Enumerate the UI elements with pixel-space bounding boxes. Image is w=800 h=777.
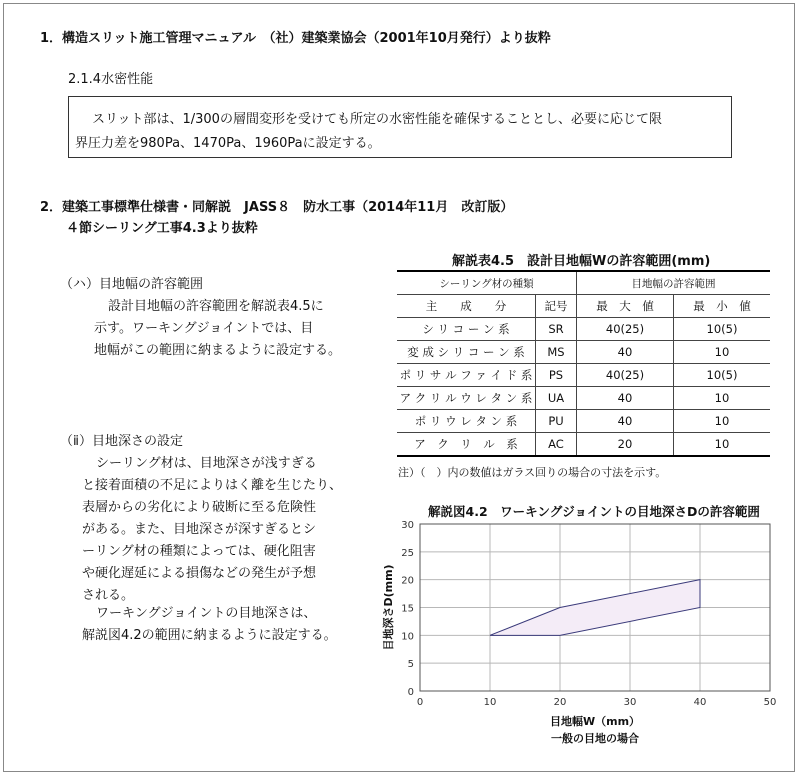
spec-table [397, 270, 770, 457]
row-min: 10 [674, 387, 771, 410]
y-tick-label: 20 [401, 575, 414, 587]
quote-line-1: スリット部は、1/300の層間変形を受けても所定の水密性能を確保することとし、必要に応じて限 [92, 112, 662, 127]
col-header-min: 最 小 値 [674, 295, 771, 318]
part-ii-line: と接着面積の不足によりはく離を生じたり、 [82, 478, 343, 493]
part-ii-line: ーリング材の種類によっては、硬化阻害 [82, 544, 316, 559]
col-header-max: 最 大 値 [577, 295, 674, 318]
table-column-header-row [397, 295, 770, 318]
y-tick-label: 15 [401, 603, 414, 615]
section1-heading: 1．構造スリット施工管理マニュアル （社）建築業協会（2001年10月発行）より抜粋 [40, 31, 551, 46]
x-tick-label: 30 [623, 697, 637, 708]
section2-subheading: ４節シーリング工事4.3より抜粋 [66, 221, 258, 236]
part-ii-line: される。 [82, 588, 135, 603]
row-max: 40(25) [577, 364, 674, 387]
row-min: 10(5) [674, 364, 771, 387]
row-name: 変 成 シ リ コ ー ン 系 [397, 341, 536, 364]
col-header-code: 記号 [536, 295, 577, 318]
part-ii-line: 解説図4.2の範囲に納まるように設定する。 [82, 628, 337, 643]
row-max: 40 [577, 387, 674, 410]
part-ii-line: や硬化遅延による損傷などの発生が予想 [82, 566, 317, 581]
row-code: UA [536, 387, 577, 410]
y-tick-label: 10 [401, 631, 414, 643]
row-name: シ リ コ ー ン 系 [397, 318, 536, 341]
y-tick-label: 5 [407, 659, 414, 671]
row-code: AC [536, 433, 577, 457]
row-code: SR [536, 318, 577, 341]
y-tick-label: 25 [401, 547, 414, 559]
part-ha-line: 設計目地幅の許容範囲を解説表4.5に [108, 299, 324, 314]
row-min: 10 [674, 433, 771, 457]
row-max: 20 [577, 433, 674, 457]
y-tick-label: 0 [407, 687, 414, 698]
row-min: 10 [674, 410, 771, 433]
row-name: ポ リ サ ル フ ァ イ ド 系 [397, 364, 536, 387]
table-note: 注）（ ）内の数値はガラス回りの場合の寸法を示す。 [398, 466, 667, 479]
row-code: MS [536, 341, 577, 364]
table-row [397, 433, 770, 457]
row-name: ア ク リ ル 系 [397, 433, 536, 457]
depth-range-chart [376, 516, 786, 751]
x-tick-label: 10 [483, 697, 497, 708]
y-tick-label: 30 [401, 520, 414, 531]
table-row [397, 387, 770, 410]
group-header-material: シーリング材の種類 [397, 271, 577, 295]
row-code: PU [536, 410, 577, 433]
col-header-component: 主 成 分 [397, 295, 536, 318]
row-name: ポ リ ウ レ タ ン 系 [397, 410, 536, 433]
quote-box [68, 96, 732, 158]
row-max: 40 [577, 410, 674, 433]
table-row [397, 364, 770, 387]
section2-heading: 2．建築工事標準仕様書・同解説 JASS８ 防水工事（2014年11月 改訂版） [40, 200, 514, 215]
part-ii-title: （ⅱ）目地深さの設定 [60, 434, 183, 449]
x-axis-label: 目地幅W（mm） [549, 715, 641, 728]
table-caption: 解説表4.5 設計目地幅Wの許容範囲(mm) [452, 254, 711, 269]
x-tick-label: 0 [416, 697, 424, 708]
part-ii-line: ワーキングジョイントの目地深さは、 [96, 606, 317, 621]
part-ha-line: 地幅がこの範囲に納まるように設定する。 [94, 343, 342, 358]
table-row [397, 410, 770, 433]
chart-title: 解説図4.2 ワーキングジョイントの目地深さDの許容範囲 [428, 504, 760, 519]
x-axis-sublabel: 一般の目地の場合 [551, 732, 639, 745]
x-tick-label: 50 [763, 697, 777, 708]
part-ha-title: （ハ）目地幅の許容範囲 [60, 277, 204, 292]
part-ha-line: 示す。ワーキングジョイントでは、目 [94, 321, 314, 336]
y-axis-label: 目地深さD(mm) [382, 564, 395, 651]
table-row [397, 341, 770, 364]
row-min: 10 [674, 341, 771, 364]
row-code: PS [536, 364, 577, 387]
x-tick-label: 40 [693, 697, 707, 708]
row-name: ア ク リ ル ウ レ タ ン 系 [397, 387, 536, 410]
part-ii-line: がある。また、目地深さが深すぎるとシ [82, 522, 317, 537]
quote-line-2: 界圧力差を980Pa、1470Pa、1960Paに設定する。 [75, 136, 381, 151]
row-max: 40(25) [577, 318, 674, 341]
group-header-range: 目地幅の許容範囲 [577, 271, 771, 295]
part-ii-line: 表層からの劣化により破断に至る危険性 [82, 500, 317, 515]
table-group-header-row [397, 271, 770, 295]
part-ii-line: シーリング材は、目地深さが浅すぎる [96, 456, 317, 471]
row-max: 40 [577, 341, 674, 364]
table-row [397, 318, 770, 341]
section1-subheading: 2.1.4水密性能 [68, 72, 154, 87]
x-tick-label: 20 [553, 697, 567, 708]
row-min: 10(5) [674, 318, 771, 341]
